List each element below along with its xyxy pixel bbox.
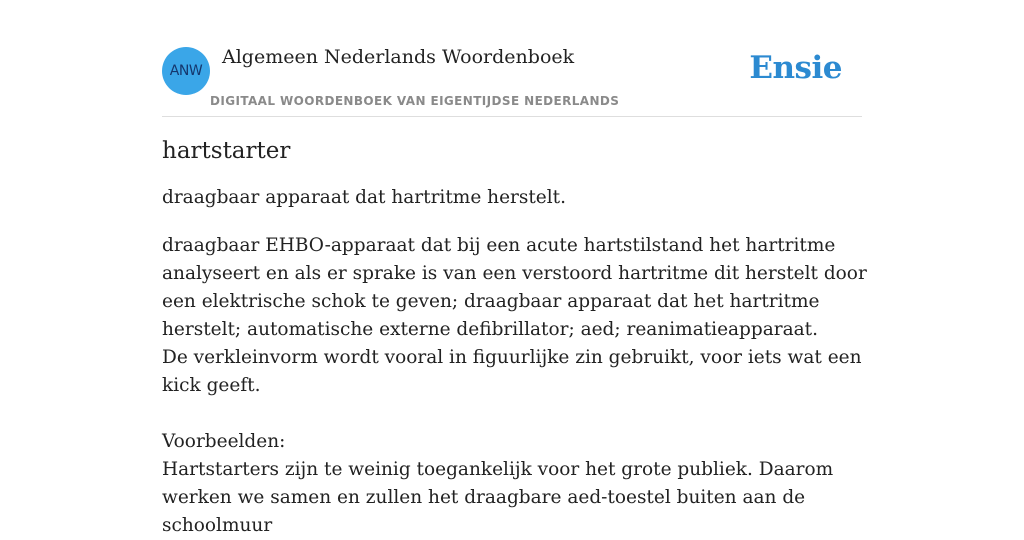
site-title[interactable]: Algemeen Nederlands Woordenboek bbox=[222, 46, 575, 68]
site-subtitle: DIGITAAL WOORDENBOEK VAN EIGENTIJDSE NEDERLANDS bbox=[210, 94, 620, 108]
examples-label: Voorbeelden: bbox=[162, 431, 286, 452]
entry-headword: hartstarter bbox=[162, 138, 291, 164]
example-text: Hartstarters zijn te weinig toegankelijk voor het grote publiek. Daarom werken we samen en zullen het draagbare aed-toestel buiten aan de schoolmuur bbox=[162, 459, 834, 536]
paragraph-spacer bbox=[162, 400, 867, 428]
anw-logo[interactable]: ANW bbox=[162, 47, 210, 95]
entry-content bbox=[162, 138, 867, 540]
entry-definition: draagbaar EHBO-apparaat dat bij een acute hartstilstand het hartritme analyseert en als er sprake is van een verstoord hartritme dit herstelt door een elektrische schok te geven; draagbaar apparaat dat het hartritme herstelt; automatische externe defibrillator; aed; reanimatieapparaat. bbox=[162, 235, 867, 340]
entry-short-definition: draagbaar apparaat dat hartritme herstelt. bbox=[162, 187, 566, 208]
entry-note: De verkleinvorm wordt vooral in figuurlijke zin gebruikt, voor iets wat een kick geeft. bbox=[162, 347, 862, 396]
ensie-brand-logo[interactable]: Ensie bbox=[749, 50, 842, 86]
site-header bbox=[162, 40, 862, 117]
